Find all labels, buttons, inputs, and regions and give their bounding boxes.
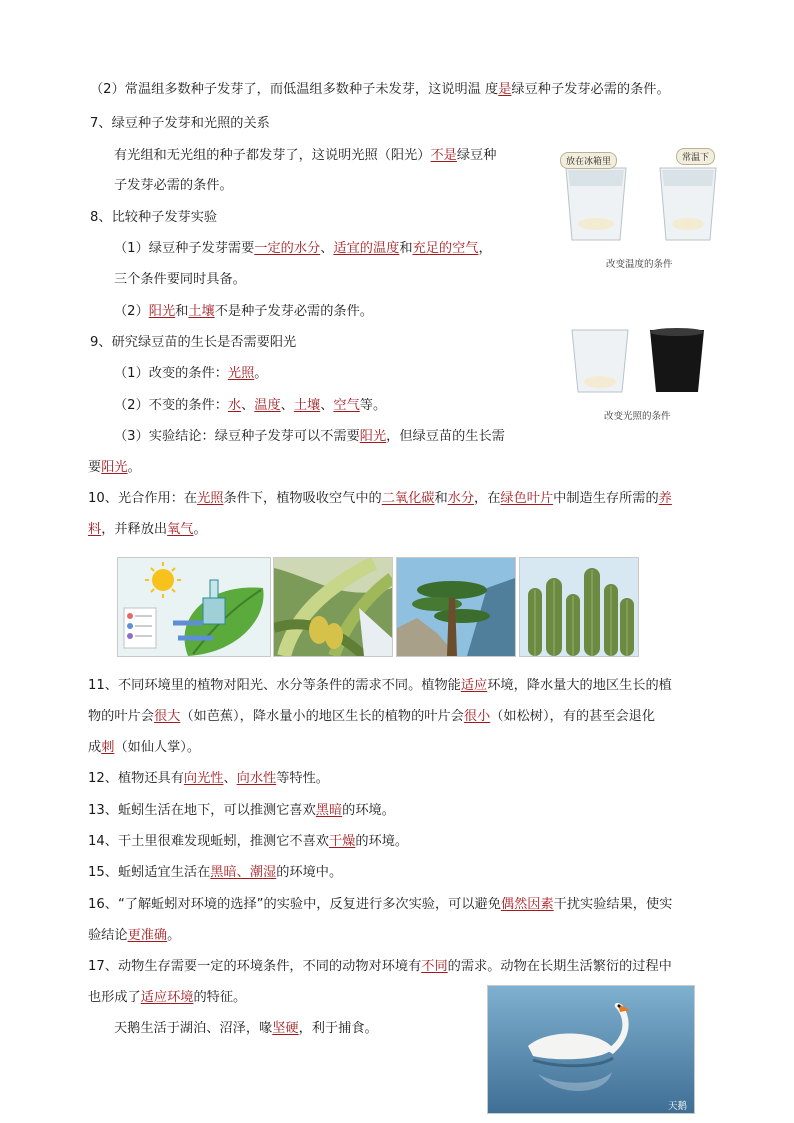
fridge-label: 放在冰箱里: [560, 152, 617, 169]
section-heading-8: 8、比较种子发芽实验: [90, 210, 218, 225]
text-line: 也形成了适应环境的特征。: [88, 990, 247, 1005]
light-cups-illustration: [562, 326, 712, 398]
swan-illustration: [488, 986, 694, 1113]
text-line: （2）不变的条件：水、温度、土壤、空气等。: [114, 398, 387, 413]
text-line: 料，并释放出氧气。: [88, 522, 207, 537]
light-experiment-figure: [562, 326, 712, 422]
figure-caption: 改变光照的条件: [604, 411, 671, 422]
text-line: 要阳光。: [88, 460, 141, 475]
text-line: 16、“了解蚯蚓对环境的选择”的实验中，反复进行多次实验，可以避免偶然因素干扰实验结果，使实: [88, 897, 673, 912]
photosynthesis-diagram: [117, 557, 271, 657]
temperature-experiment-figure: [548, 140, 724, 270]
text-line: 有光组和无光组的种子都发芽了，这说明光照（阳光）不是绿豆种: [114, 148, 497, 163]
text-line: 12、植物还具有向光性、向水性等特性。: [88, 771, 329, 786]
text-line: 子发芽必需的条件。: [114, 178, 233, 193]
text-line: 三个条件要同时具备。: [114, 272, 246, 287]
text-line: 15、蚯蚓适宜生活在黑暗、潮湿的环境中。: [88, 865, 343, 880]
text-line: 成刺（如仙人掌）。: [88, 740, 201, 755]
text-line: （2）常温组多数种子发芽了，而低温组多数种子未发芽，这说明温 度是绿豆种子发芽必需的条件。: [90, 82, 670, 97]
section-heading-9: 9、研究绿豆苗的生长是否需要阳光: [90, 335, 297, 350]
text-line: 天鹅生活于湖泊、沼泽，喙坚硬，利于捕食。: [114, 1021, 378, 1036]
figure-caption: 天鹅: [668, 1101, 688, 1112]
pine-tree-photo: [396, 557, 516, 657]
photosynthesis-illustration: [118, 558, 270, 656]
room-temp-label: 常温下: [676, 148, 715, 165]
text-line: （1）改变的条件：光照。: [114, 366, 268, 381]
banana-plant-photo: [273, 557, 393, 657]
text-line: 14、干土里很难发现蚯蚓，推测它不喜欢干燥的环境。: [88, 834, 409, 849]
swan-photo: [487, 985, 695, 1114]
figure-caption: 改变温度的条件: [606, 259, 673, 270]
text-line: （1）绿豆种子发芽需要一定的水分、适宜的温度和充足的空气，: [114, 241, 492, 256]
text-line: 物的叶片会很大（如芭蕉），降水量小的地区生长的植物的叶片会很小（如松树），有的甚至会退化: [88, 709, 656, 724]
text-line: （2）阳光和土壤不是种子发芽必需的条件。: [114, 304, 373, 319]
text-line: 验结论更准确。: [88, 928, 181, 943]
cactus-photo: [519, 557, 639, 657]
text-line: 11、不同环境里的植物对阳光、水分等条件的需求不同。植物能适应环境，降水量大的地区生长的植: [88, 678, 672, 693]
text-line: 17、动物生存需要一定的环境条件，不同的动物对环境有不同的需求。动物在长期生活繁衍的过程中: [88, 959, 672, 974]
text-line: 10、光合作用：在光照条件下，植物吸收空气中的二氧化碳和水分，在绿色叶片中制造生存所需的养: [88, 491, 672, 506]
text-line: 13、蚯蚓生活在地下，可以推测它喜欢黑暗的环境。: [88, 803, 395, 818]
banana-leaf-illustration: [274, 558, 392, 656]
text-line: （3）实验结论：绿豆种子发芽可以不需要阳光，但绿豆苗的生长需: [114, 429, 505, 444]
section-heading-7: 7、绿豆种子发芽和光照的关系: [90, 116, 270, 131]
cactus-illustration: [520, 558, 638, 656]
pine-tree-illustration: [397, 558, 515, 656]
